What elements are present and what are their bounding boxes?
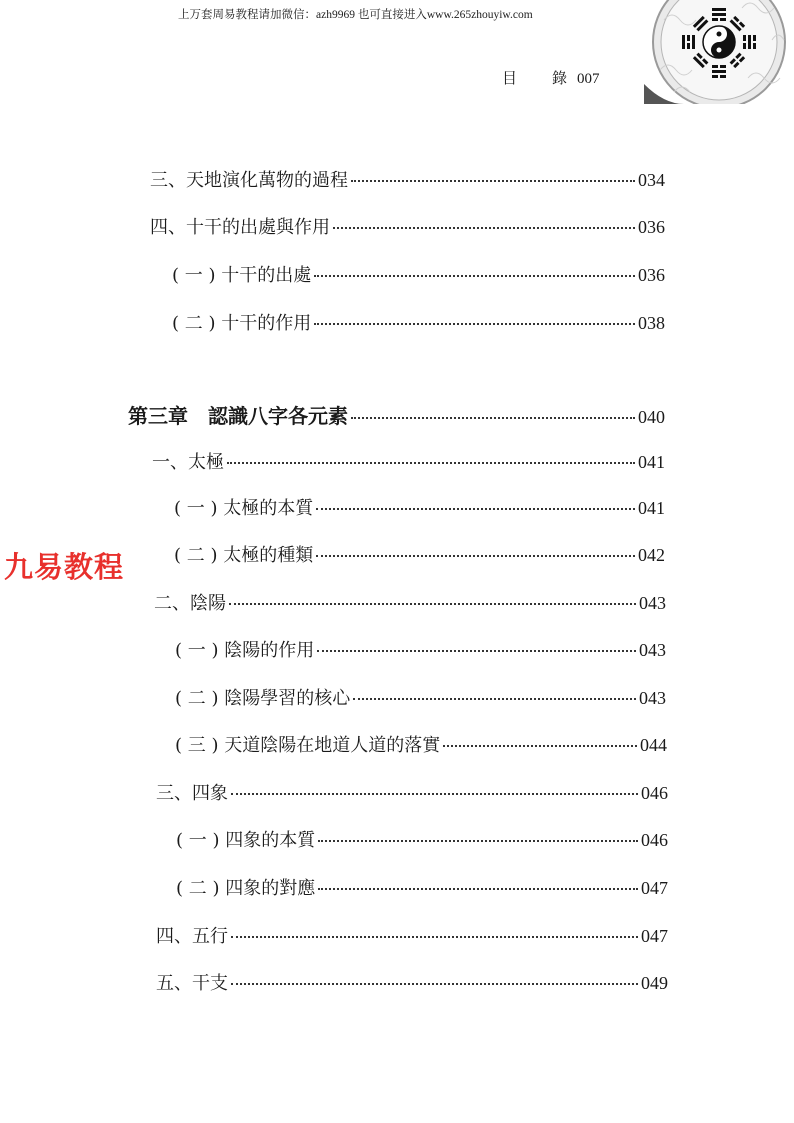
toc-leader-dots xyxy=(351,416,635,419)
toc-entry-page: 043 xyxy=(639,640,666,660)
toc-leader-dots xyxy=(314,322,635,325)
toc-entry[interactable] xyxy=(156,779,668,805)
toc-entry[interactable] xyxy=(150,213,665,239)
toc-entry[interactable] xyxy=(175,731,667,757)
toc-entry-label: ( 一 ) 四象的本質 xyxy=(176,830,316,851)
toc-entry[interactable] xyxy=(156,969,668,995)
toc-entry-page: 046 xyxy=(641,783,668,803)
toc-leader-dots xyxy=(333,226,635,229)
toc-entry[interactable] xyxy=(175,636,666,662)
toc-entry[interactable] xyxy=(174,541,665,567)
toc-leader-dots xyxy=(318,887,638,890)
bagua-taiji-emblem xyxy=(644,0,794,104)
toc-entry-page: 042 xyxy=(638,545,665,565)
toc-entry-label: 四、五行 xyxy=(156,926,228,947)
running-head-part2: 錄 xyxy=(552,71,568,87)
toc-entry-label: 一、太極 xyxy=(152,452,224,473)
toc-entry-label: ( 二 ) 十干的作用 xyxy=(172,313,312,334)
toc-entry-page: 034 xyxy=(638,170,665,190)
toc-entry-page: 036 xyxy=(638,217,665,237)
toc-entry-label: ( 三 ) 天道陰陽在地道人道的落實 xyxy=(175,735,441,756)
toc-leader-dots xyxy=(317,649,636,652)
toc-entry[interactable] xyxy=(154,589,666,615)
chapter-title: 認識八字各元素 xyxy=(208,404,348,428)
header-note: 上万套周易教程请加微信：azh9969 也可直接进入www.265zhouyiw.com xyxy=(178,9,533,21)
toc-entry[interactable] xyxy=(174,494,665,520)
toc-entry-page: 047 xyxy=(641,926,668,946)
toc-chapter-entry[interactable] xyxy=(128,400,665,429)
toc-entry-label: ( 二 ) 太極的種類 xyxy=(174,545,314,566)
toc-entry-label: 五、干支 xyxy=(156,973,228,994)
toc-entry[interactable] xyxy=(156,922,668,948)
toc-entry-label: ( 二 ) 陰陽學習的核心 xyxy=(175,688,351,709)
toc-entry[interactable] xyxy=(152,448,665,474)
toc-leader-dots xyxy=(227,461,635,464)
toc-entry-page: 041 xyxy=(638,498,665,518)
toc-leader-dots xyxy=(314,274,635,277)
toc-leader-dots xyxy=(353,697,636,700)
toc-leader-dots xyxy=(316,507,635,510)
toc-entry-page: 043 xyxy=(639,688,666,708)
toc-leader-dots xyxy=(231,935,638,938)
toc-entry-label: ( 一 ) 陰陽的作用 xyxy=(175,640,315,661)
page-number: 007 xyxy=(577,71,600,87)
toc-entry[interactable] xyxy=(176,826,668,852)
toc-entry[interactable] xyxy=(172,309,665,335)
watermark-logo: 九易教程 xyxy=(4,550,125,584)
toc-entry-label: 三、天地演化萬物的過程 xyxy=(150,170,348,191)
toc-leader-dots xyxy=(316,554,635,557)
toc-entry[interactable] xyxy=(176,874,668,900)
toc-leader-dots xyxy=(443,744,637,747)
toc-entry-label: 四、十干的出處與作用 xyxy=(150,217,330,238)
toc-entry-label: ( 一 ) 十干的出處 xyxy=(172,265,312,286)
running-head-part1: 目 xyxy=(502,71,518,87)
chapter-number: 第三章 xyxy=(128,404,188,428)
toc-entry[interactable] xyxy=(150,166,665,192)
toc-entry-page: 044 xyxy=(640,735,667,755)
toc-entry-page: 049 xyxy=(641,973,668,993)
toc-entry-label: ( 二 ) 四象的對應 xyxy=(176,878,316,899)
toc-leader-dots xyxy=(229,602,636,605)
toc-entry-label: 三、四象 xyxy=(156,783,228,804)
toc-entry-page: 043 xyxy=(639,593,666,613)
toc-entry-label: 二、陰陽 xyxy=(154,593,226,614)
yin-yang-icon xyxy=(703,26,735,58)
toc-entry-page: 047 xyxy=(641,878,668,898)
toc-chapter-label xyxy=(128,400,348,429)
toc-entry[interactable] xyxy=(175,684,666,710)
toc-entry[interactable] xyxy=(172,261,665,287)
toc-entry-label: ( 一 ) 太極的本質 xyxy=(174,498,314,519)
running-head xyxy=(502,67,600,88)
toc-entry-page: 038 xyxy=(638,313,665,333)
toc-leader-dots xyxy=(231,792,638,795)
toc-leader-dots xyxy=(351,179,635,182)
toc-entry-page: 041 xyxy=(638,452,665,472)
toc-entry-page: 046 xyxy=(641,830,668,850)
toc-entry-page: 040 xyxy=(638,407,665,427)
toc-entry-page: 036 xyxy=(638,265,665,285)
toc-leader-dots xyxy=(231,982,638,985)
toc-leader-dots xyxy=(318,839,638,842)
